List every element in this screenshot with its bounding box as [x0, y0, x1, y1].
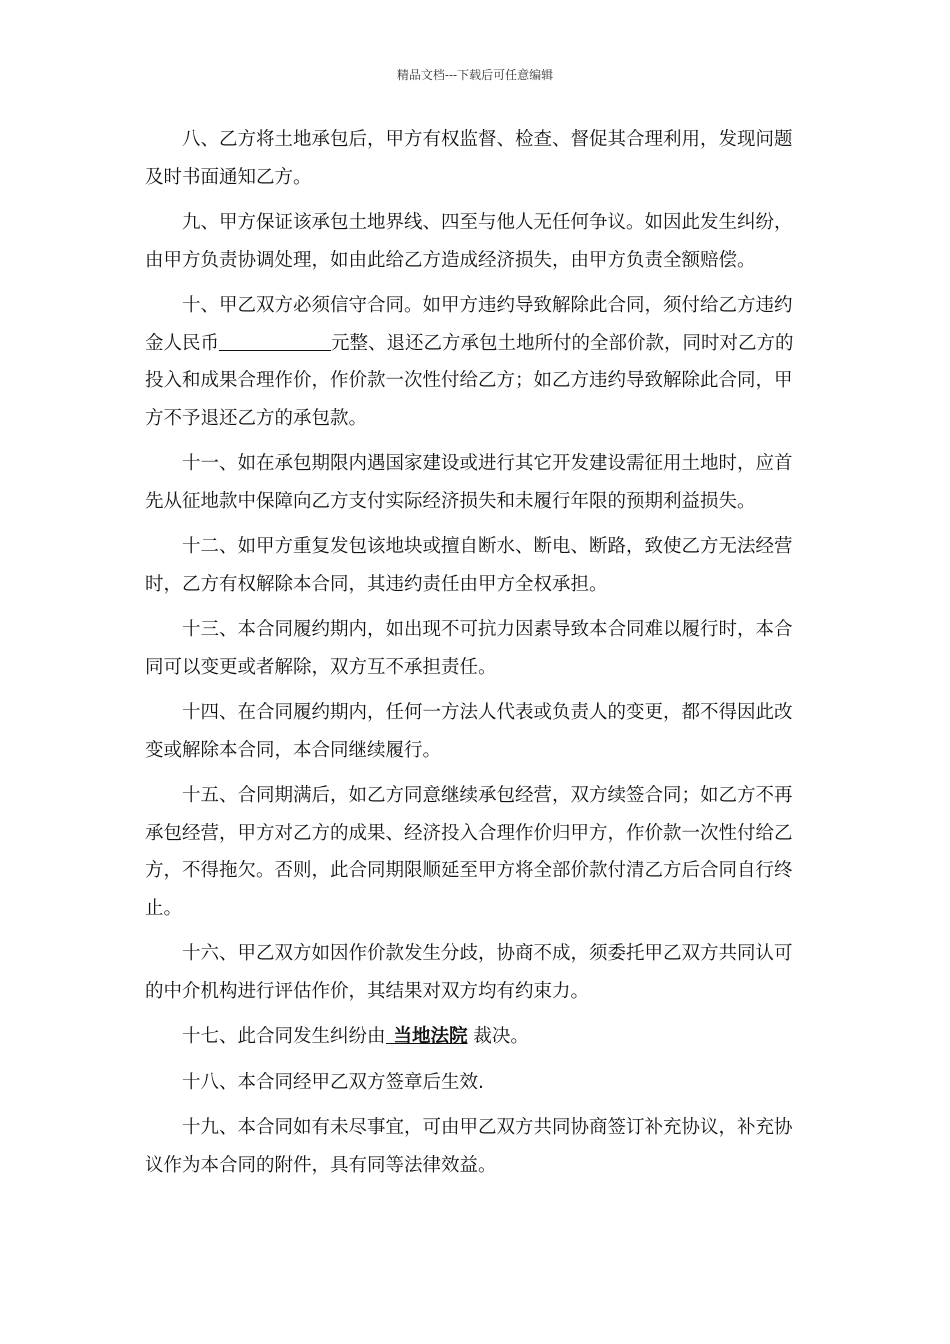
clause-15: 十五、合同期满后，如乙方同意继续承包经营，双方续签合同；如乙方不再承包经营，甲方对乙方的成果、经济投入合理作价归甲方，作价款一次性付给乙方，不得拖欠。否则，此合同期限顺延至甲方将全部价款付清乙方后合同自行终止。: [145, 785, 793, 919]
clause-9: 九、甲方保证该承包土地界线、四至与他人无任何争议。如因此发生纠纷，由甲方负责协调处理，如由此给乙方造成经济损失，由甲方负责全额赔偿。: [145, 212, 793, 271]
clause-10-text-after: 元整、退还乙方承包土地所付的全部价款，同时对乙方的投入和成果合理作价，作价款一次性付给乙方；如乙方违约导致解除此合同，甲方不予退还乙方的承包款。: [145, 332, 794, 429]
clause-17-text-before: 十七、此合同发生纠纷由: [182, 1026, 386, 1047]
clause-11: 十一、如在承包期限内遇国家建设或进行其它开发建设需征用土地时，应首先从征地款中保障向乙方支付实际经济损失和未履行年限的预期利益损失。: [145, 453, 793, 512]
contract-body: [145, 121, 805, 1192]
clause-8: 八、乙方将土地承包后，甲方有权监督、检查、督促其合理利用，发现问题及时书面通知乙方。: [145, 129, 793, 188]
clause-14: 十四、在合同履约期内，任何一方法人代表或负责人的变更，都不得因此改变或解除本合同，本合同继续履行。: [145, 702, 793, 761]
clause-10-text-before: 十、甲乙双方必须信守合同。如甲方违约导致解除此合同，须付给乙方违约金人民币: [145, 295, 793, 354]
court-name: 当地法院: [393, 1026, 468, 1047]
clause-12: 十二、如甲方重复发包该地块或擅自断水、断电、断路，致使乙方无法经营时，乙方有权解除本合同，其违约责任由甲方全权承担。: [145, 536, 793, 595]
clause-10: [145, 287, 805, 437]
court-underline-lead: [386, 1021, 394, 1044]
penalty-amount-blank[interactable]: [219, 328, 331, 351]
clause-13: 十三、本合同履约期内，如出现不可抗力因素导致本合同难以履行时，本合同可以变更或者解除，双方互不承担责任。: [145, 619, 793, 678]
clause-17: [145, 1018, 805, 1056]
page-header: 精品文档---下载后可任意编辑: [396, 68, 554, 82]
clause-16: 十六、甲乙双方如因作价款发生分歧，协商不成，须委托甲乙双方共同认可的中介机构进行评估作价，其结果对双方均有约束力。: [145, 943, 793, 1002]
clause-19: 十九、本合同如有未尽事宜，可由甲乙双方共同协商签订补充协议，补充协议作为本合同的附件，具有同等法律效益。: [145, 1117, 793, 1176]
clause-17-text-after: 裁决。: [467, 1026, 529, 1047]
clause-18: 十八、本合同经甲乙双方签章后生效.: [182, 1071, 484, 1093]
